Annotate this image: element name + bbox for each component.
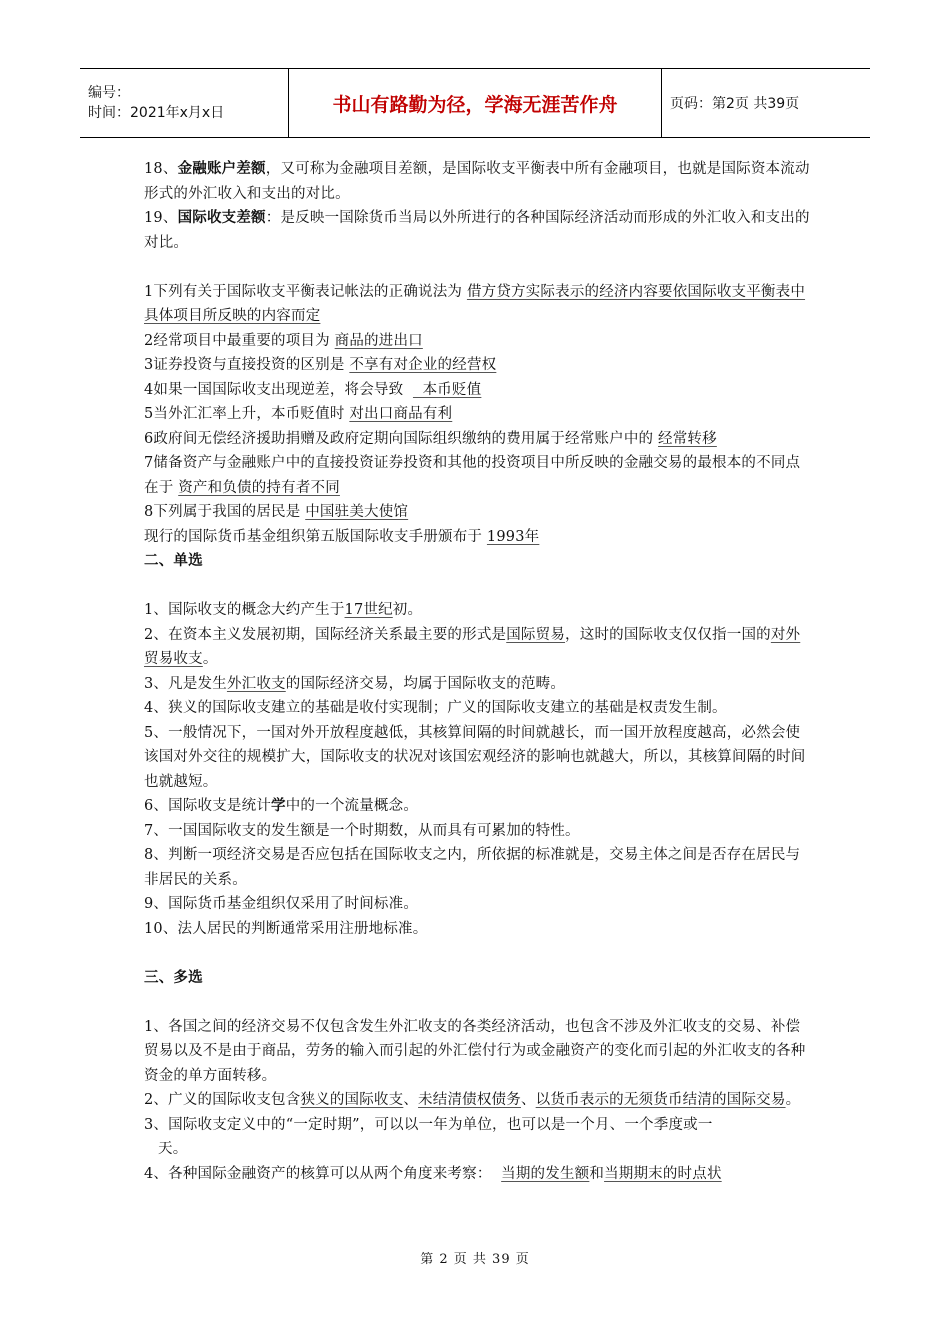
page-info-text: 页码：第2页 共39页 xyxy=(670,96,800,112)
fill-item: 3证券投资与直接投资的区别是 不享有对企业的经营权 xyxy=(144,357,497,373)
header-meta xyxy=(80,69,289,137)
fill-item: 现行的国际货币基金组织第五版国际收支手册颁布于 1993年 xyxy=(144,528,540,545)
header-motto xyxy=(289,69,662,137)
definition-item: 19、国际收支差额：是反映一国除货币当局以外所进行的各种国际经济活动而形成的外汇收入和支出的对比。 xyxy=(144,209,810,251)
single-item: 7、一国国际收支的发生额是一个时期数，从而具有可累加的特性。 xyxy=(144,822,580,839)
single-item: 6、国际收支是统计学中的一个流量概念。 xyxy=(144,797,419,814)
fill-item: 1下列有关于国际收支平衡表记帐法的正确说法为 借方贷方实际表示的经济内容要依国际收支平衡表中具体项目所反映的内容而定 xyxy=(144,283,806,324)
multi-item-continued: 天。 xyxy=(158,1141,188,1157)
definition-item: 18、金融账户差额，又可称为金融项目差额，是国际收支平衡表中所有金融项目，也就是国际资本流动形式的外汇收入和支出的对比。 xyxy=(144,160,810,202)
fill-item: 8下列属于我国的居民是 中国驻美大使馆 xyxy=(144,504,409,520)
document-body xyxy=(144,157,814,1186)
multi-item: 3、国际收支定义中的“一定时期”，可以以一年为单位，也可以是一个月、一个季度或一 xyxy=(144,1116,713,1133)
single-item: 9、国际货币基金组织仅采用了时间标准。 xyxy=(144,896,419,912)
fill-item: 6政府间无偿经济援助捐赠及政府定期向国际组织缴纳的费用属于经常账户中的 经常转移 xyxy=(144,430,717,447)
fill-item: 4如果一国国际收支出现逆差，将会导致 本币贬值 xyxy=(144,381,482,398)
fill-item: 2经常项目中最重要的项目为 商品的进出口 xyxy=(144,332,423,349)
section-title-single: 二、单选 xyxy=(144,552,203,569)
fill-item: 5当外汇汇率上升，本币贬值时 对出口商品有利 xyxy=(144,406,453,422)
section-title-multi: 三、多选 xyxy=(144,968,203,986)
fill-item: 7储备资产与金融账户中的直接投资证券投资和其他的投资项目中所反映的金融交易的最根本的不同点在于 资产和负债的持有者不同 xyxy=(144,455,801,496)
time-label: 时间：2021年x月x日 xyxy=(88,105,225,121)
multi-item: 4、各种国际金融资产的核算可以从两个角度来考察： 当期的发生额和当期期末的时点状 xyxy=(144,1165,722,1182)
single-item: 2、在资本主义发展初期，国际经济关系最主要的形式是国际贸易，这时的国际收支仅仅指一国的对外贸易收支。 xyxy=(144,626,801,667)
header-page-info xyxy=(662,69,870,137)
single-item: 1、国际收支的概念大约产生于17世纪初。 xyxy=(144,602,423,618)
multi-item: 2、广义的国际收支包含狭义的国际收支、未结清债权债务、以货币表示的无须货币结清的国际交易。 xyxy=(144,1092,801,1108)
single-item: 3、凡是发生外汇收支的国际经济交易，均属于国际收支的范畴。 xyxy=(144,675,566,692)
page-footer: 第 2 页 共 39 页 xyxy=(420,1252,530,1267)
single-item: 5、一般情况下，一国对外开放程度越低，其核算间隔的时间就越长，而一国开放程度越高，必然会使该国对外交往的规模扩大，国际收支的状况对该国宏观经济的影响也就越大，所以，其核算间隔的时间也就越短。 xyxy=(144,724,806,790)
multi-item: 1、各国之间的经济交易不仅包含发生外汇收支的各类经济活动，也包含不涉及外汇收支的交易、补偿贸易以及不是由于商品，劳务的输入而引起的外汇偿付行为或金融资产的变化而引起的外汇收支的各种资金的单方面转移。 xyxy=(144,1018,806,1084)
single-item: 10、法人居民的判断通常采用注册地标准。 xyxy=(144,920,428,937)
single-item: 4、狭义的国际收支建立的基础是收付实现制；广义的国际收支建立的基础是权责发生制。 xyxy=(144,700,727,716)
single-item: 8、判断一项经济交易是否应包括在国际收支之内，所依据的标准就是，交易主体之间是否存在居民与非居民的关系。 xyxy=(144,847,801,888)
motto-text: 书山有路勤为径，学海无涯苦作舟 xyxy=(332,93,618,116)
code-label: 编号： xyxy=(88,85,130,101)
page-header xyxy=(80,68,870,138)
